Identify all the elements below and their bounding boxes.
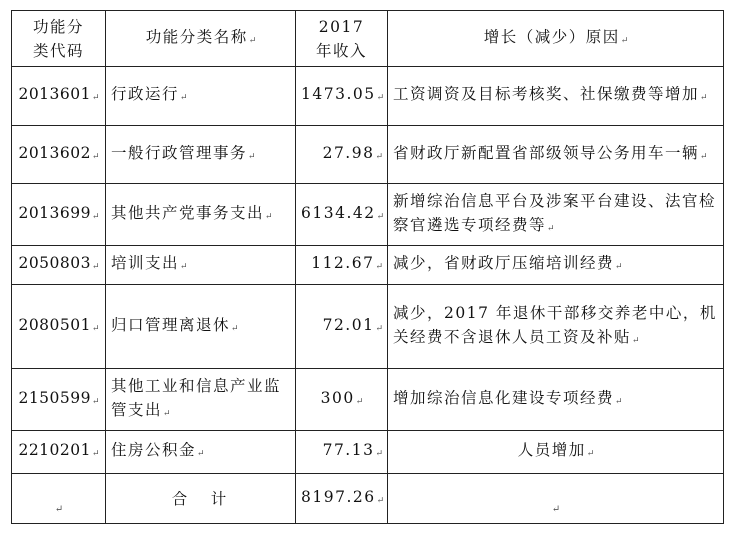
paragraph-mark: ↵ — [700, 93, 708, 103]
total-amount: 8197.26 — [301, 487, 376, 506]
paragraph-mark: ↵ — [375, 262, 383, 272]
cell-amount — [296, 67, 388, 126]
paragraph-mark: ↵ — [620, 35, 629, 46]
cell-reason — [388, 126, 724, 184]
paragraph-mark: ↵ — [91, 151, 100, 162]
cell-name — [106, 184, 296, 246]
name-text: 归口管理离退休 — [111, 315, 231, 334]
cell-name — [106, 285, 296, 369]
paragraph-mark: ↵ — [375, 151, 383, 162]
reason-text: 新增综治信息平台及涉案平台建设、法官检察官遴选专项经费等 — [393, 191, 717, 234]
paragraph-mark: ↵ — [615, 396, 623, 407]
reason-text: 增加综治信息化建设专项经费 — [393, 388, 615, 407]
paragraph-mark: ↵ — [91, 396, 100, 407]
cell-code-empty — [12, 474, 106, 524]
table-row — [12, 126, 724, 184]
amount-text: 112.67 — [311, 254, 375, 272]
cell-name — [106, 246, 296, 285]
paragraph-mark: ↵ — [375, 323, 383, 334]
code-text: 2013602 — [18, 143, 91, 162]
code-text: 2013699 — [18, 203, 91, 222]
paragraph-mark: ↵ — [91, 449, 100, 459]
reason-text: 工资调资及目标考核奖、社保缴费等增加 — [393, 85, 700, 103]
table-row — [12, 369, 724, 431]
cell-amount — [296, 431, 388, 474]
cell-name — [106, 431, 296, 474]
table-row — [12, 246, 724, 285]
paragraph-mark: ↵ — [180, 93, 188, 103]
header-name — [106, 11, 296, 67]
table-row — [12, 431, 724, 474]
cell-reason — [388, 67, 724, 126]
header-code — [12, 11, 106, 67]
paragraph-mark: ↵ — [376, 93, 385, 103]
header-reason — [388, 11, 724, 67]
cell-reason — [388, 369, 724, 431]
paragraph-mark: ↵ — [615, 262, 623, 272]
paragraph-mark: ↵ — [375, 449, 383, 459]
cell-code — [12, 246, 106, 285]
paragraph-mark: ↵ — [91, 262, 100, 272]
paragraph-mark: ↵ — [551, 503, 561, 515]
paragraph-mark: ↵ — [376, 211, 385, 222]
cell-code — [12, 184, 106, 246]
amount-text: 72.01 — [322, 315, 375, 334]
cell-code — [12, 285, 106, 369]
table-row — [12, 67, 724, 126]
cell-reason — [388, 246, 724, 285]
reason-text: 省财政厅新配置省部级领导公务用车一辆 — [393, 143, 700, 162]
cell-code — [12, 369, 106, 431]
cell-amount — [296, 246, 388, 285]
amount-text: 77.13 — [322, 441, 375, 459]
paragraph-mark: ↵ — [180, 262, 188, 272]
paragraph-mark: ↵ — [586, 449, 595, 459]
paragraph-mark: ↵ — [91, 323, 100, 334]
total-row — [12, 474, 724, 524]
paragraph-mark: ↵ — [547, 223, 555, 234]
paragraph-mark: ↵ — [231, 323, 239, 334]
header-reason-text: 增长（减少）原因 — [483, 27, 620, 46]
code-text: 2150599 — [18, 388, 91, 407]
amount-text: 300 — [320, 388, 355, 407]
header-amount-text: 2017 年收入 — [315, 17, 367, 60]
reason-text: 减少，省财政厅压缩培训经费 — [393, 254, 615, 272]
cell-amount — [296, 184, 388, 246]
cell-amount — [296, 369, 388, 431]
reason-text: 减少，2017 年退休干部移交养老中心，机关经费不含退休人员工资及补贴 — [393, 303, 717, 346]
cell-reason — [388, 285, 724, 369]
header-name-text: 功能分类名称 — [145, 27, 248, 46]
name-text: 其他工业和信息产业监管支出 — [111, 376, 282, 419]
total-label: 合 计 — [171, 489, 231, 508]
table-row — [12, 285, 724, 369]
cell-reason — [388, 184, 724, 246]
total-amount-cell — [296, 474, 388, 524]
paragraph-mark: ↵ — [355, 396, 364, 407]
paragraph-mark: ↵ — [54, 503, 64, 515]
cell-code — [12, 126, 106, 184]
paragraph-mark: ↵ — [91, 93, 100, 103]
code-text: 2080501 — [18, 315, 91, 334]
header-amount — [296, 11, 388, 67]
table-row — [12, 184, 724, 246]
cell-code — [12, 67, 106, 126]
cell-amount — [296, 285, 388, 369]
code-text: 2013601 — [18, 85, 91, 103]
cell-name — [106, 67, 296, 126]
paragraph-mark: ↵ — [248, 35, 257, 46]
amount-text: 27.98 — [322, 143, 375, 162]
paragraph-mark: ↵ — [376, 495, 385, 506]
cell-name — [106, 369, 296, 431]
name-text: 培训支出 — [111, 254, 180, 272]
name-text: 住房公积金 — [111, 441, 197, 459]
paragraph-mark: ↵ — [700, 151, 708, 162]
name-text: 一般行政管理事务 — [111, 143, 248, 162]
reason-text: 人员增加 — [517, 441, 586, 459]
paragraph-mark: ↵ — [163, 408, 171, 419]
cell-amount — [296, 126, 388, 184]
paragraph-mark: ↵ — [91, 211, 100, 222]
paragraph-mark: ↵ — [248, 151, 256, 162]
code-text: 2050803 — [18, 254, 91, 272]
header-code-text: 功能分类代码 — [32, 17, 84, 60]
total-label-cell — [106, 474, 296, 524]
name-text: 行政运行 — [111, 85, 180, 103]
cell-name — [106, 126, 296, 184]
paragraph-mark: ↵ — [197, 449, 205, 459]
amount-text: 6134.42 — [301, 203, 376, 222]
name-text: 其他共产党事务支出 — [111, 203, 265, 222]
paragraph-mark: ↵ — [265, 211, 273, 222]
code-text: 2210201 — [18, 441, 91, 459]
cell-code — [12, 431, 106, 474]
paragraph-mark: ↵ — [632, 335, 640, 346]
header-row — [12, 11, 724, 67]
cell-reason-empty — [388, 474, 724, 524]
amount-text: 1473.05 — [301, 85, 376, 103]
cell-reason — [388, 431, 724, 474]
budget-table — [11, 10, 724, 524]
